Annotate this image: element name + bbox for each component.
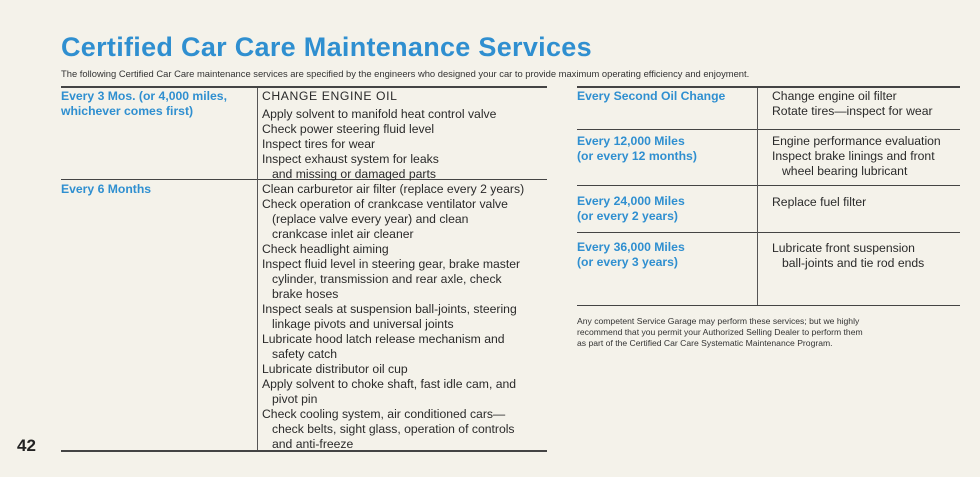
- service-item: Inspect seals at suspension ball-joints, steering: [262, 302, 517, 316]
- left-row-1-services: [262, 89, 496, 182]
- interval-line: (or every 12 months): [577, 149, 697, 163]
- service-item: Inspect fluid level in steering gear, brake master: [262, 257, 521, 271]
- service-item-continued: crankcase inlet air cleaner: [272, 227, 414, 241]
- service-item-continued: pivot pin: [272, 392, 318, 406]
- right-table-top-rule: [577, 86, 960, 88]
- service-item: Check power steering fluid level: [262, 122, 435, 136]
- service-item-continued: wheel bearing lubricant: [782, 164, 908, 178]
- service-item: Lubricate distributor oil cup: [262, 362, 408, 376]
- right-table-column-divider: [757, 88, 758, 305]
- left-row-2-interval: [61, 182, 151, 197]
- page-subtitle: The following Certified Car Care maintenance services are specified by the engineers who designed your car to provide maximum operating efficiency and enjoyment.: [61, 68, 750, 79]
- right-row-1-services: [772, 89, 933, 119]
- service-item: Apply solvent to manifold heat control valve: [262, 107, 497, 121]
- service-item: Clean carburetor air filter (replace every 2 years): [262, 182, 525, 196]
- service-item: Change engine oil filter: [772, 89, 897, 103]
- right-row-3-services: [772, 195, 866, 210]
- service-item: Apply solvent to choke shaft, fast idle cam, and: [262, 377, 517, 391]
- left-table-column-divider: [257, 88, 258, 450]
- right-row-4-interval: [577, 240, 685, 270]
- footnote: [577, 316, 957, 349]
- left-row-2-services: [262, 182, 524, 452]
- footnote-line: recommend that you permit your Authorized Selling Dealer to perform them: [577, 327, 863, 337]
- service-item-continued: and anti-freeze: [272, 437, 354, 451]
- service-item: Engine performance evaluation: [772, 134, 941, 148]
- service-item-continued: check belts, sight glass, operation of controls: [272, 422, 515, 436]
- right-table-row-divider: [577, 185, 960, 186]
- interval-line: Every Second Oil Change: [577, 89, 726, 103]
- service-item: Rotate tires—inspect for wear: [772, 104, 933, 118]
- service-item: Check cooling system, air conditioned cars—: [262, 407, 506, 421]
- right-table-row-divider: [577, 232, 960, 233]
- service-heading: CHANGE ENGINE OIL: [262, 89, 398, 103]
- footnote-line: Any competent Service Garage may perform these services; but we highly: [577, 316, 860, 326]
- right-table-bottom-rule: [577, 305, 960, 306]
- left-row-1-interval: [61, 89, 227, 119]
- right-row-2-interval: [577, 134, 697, 164]
- interval-line: Every 36,000 Miles: [577, 240, 685, 254]
- interval-line: Every 12,000 Miles: [577, 134, 685, 148]
- service-item: Lubricate hood latch release mechanism and: [262, 332, 505, 346]
- page-title: Certified Car Care Maintenance Services: [61, 32, 592, 62]
- interval-line: (or every 2 years): [577, 209, 678, 223]
- service-item-continued: linkage pivots and universal joints: [272, 317, 454, 331]
- service-item-continued: cylinder, transmission and rear axle, check: [272, 272, 502, 286]
- right-table-row-divider: [577, 129, 960, 130]
- interval-line: whichever comes first): [61, 104, 194, 118]
- page-number: 42: [17, 436, 36, 455]
- interval-line: (or every 3 years): [577, 255, 678, 269]
- service-item: Lubricate front suspension: [772, 241, 915, 255]
- right-row-4-services: [772, 241, 924, 271]
- service-item: Replace fuel filter: [772, 195, 867, 209]
- service-item-continued: (replace valve every year) and clean: [272, 212, 469, 226]
- service-item: Inspect tires for wear: [262, 137, 376, 151]
- service-item-continued: and missing or damaged parts: [272, 167, 436, 181]
- right-row-3-interval: [577, 194, 685, 224]
- interval-line: Every 6 Months: [61, 182, 152, 196]
- service-item-continued: safety catch: [272, 347, 338, 361]
- footnote-line: as part of the Certified Car Care Systematic Maintenance Program.: [577, 338, 833, 348]
- service-item: Inspect brake linings and front: [772, 149, 935, 163]
- left-table-top-rule: [61, 86, 547, 88]
- service-item: Check operation of crankcase ventilator valve: [262, 197, 508, 211]
- service-item: Inspect exhaust system for leaks: [262, 152, 439, 166]
- interval-line: Every 24,000 Miles: [577, 194, 685, 208]
- interval-line: Every 3 Mos. (or 4,000 miles,: [61, 89, 227, 103]
- service-item-continued: brake hoses: [272, 287, 339, 301]
- right-row-1-interval: [577, 89, 725, 104]
- service-item-continued: ball-joints and tie rod ends: [782, 256, 925, 270]
- service-item: Check headlight aiming: [262, 242, 389, 256]
- right-row-2-services: [772, 134, 941, 179]
